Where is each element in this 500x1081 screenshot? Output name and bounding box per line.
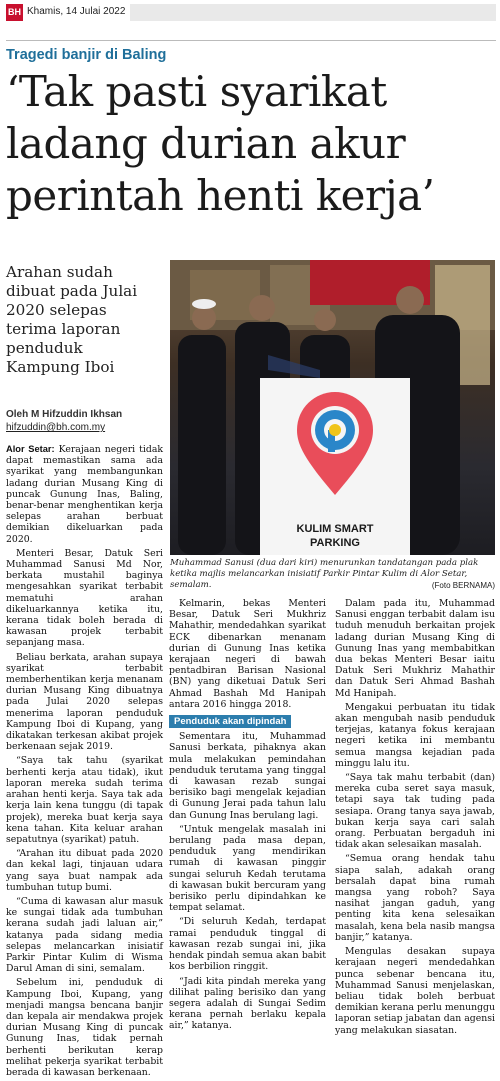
article-paragraph: [6, 848, 163, 893]
paragraph-text: Menteri Besar, Datuk Seri Muhammad Sanusi Md Nor, berkata mustahil baginya mengesahkan syarikat terbabit mematuhi arahan dikeluarkannya ketika itu, kerana tidak boleh berada di kawasan projek terbabit sepanjang masa.: [6, 547, 163, 649]
article-paragraph: [6, 755, 163, 845]
paragraph-text: “Untuk mengelak masalah ini berulang pada masa depan, penduduk yang mendirikan rumah di kawasan pinggir sungai seluruh Kedah terutama di kawasan bukit bercuram yang berisiko perlu dipindahkan ke tempat selamat.: [169, 823, 326, 914]
kicker: Tragedi banjir di Baling: [6, 47, 167, 63]
article-paragraph: [169, 916, 326, 972]
issue-date: Khamis, 14 Julai 2022: [27, 6, 126, 17]
crosshead: Penduduk akan dipindah: [169, 715, 291, 728]
kicker-divider: [6, 40, 496, 41]
paragraph-text: “Semua orang hendak tahu siapa salah, adakah orang bersalah dapat bina rumah mangsa yang roboh? Saya nasihat jangan gaduh, yang penting kita kena selesaikan masalah, kena bela nasib mangsa banjir,” katanya.: [335, 853, 495, 943]
article-paragraph: [335, 702, 495, 769]
article-column-1: [6, 444, 163, 1081]
headline: ‘Tak pasti syarikat ladang durian akur perintah henti kerja’: [6, 67, 435, 220]
caption-text: Muhammad Sanusi (dua dari kiri) menurunkan tandatangan pada plak ketika majlis melancarkan inisiatif Parkir Pintar Kulim di Alor Setar, semalam.: [170, 558, 479, 590]
photo-caption: [170, 558, 495, 591]
news-photo: [170, 260, 495, 555]
article-paragraph: [6, 548, 163, 649]
paragraph-text: “Arahan itu dibuat pada 2020 dan kekal lagi, tinjauan udara yang saya buat nampak ada tumbuhan tutup bumi.: [6, 848, 163, 893]
paragraph-text: “Jadi kita pindah mereka yang dilihat paling berisiko dan yang segera adalah di Sungai Sedim kerana pernah berlaku kepala air,” katanya.: [169, 975, 326, 1032]
paragraph-text: Kelmarin, bekas Menteri Besar, Datuk Seri Mukhriz Mahathir, mendedahkan syarikat ECK dibenarkan menanam durian di Gunung Inas ketika kerajaan negeri di bawah pentadbiran Barisan Nasional (BN) yang diketuai Datuk Seri Ahmad Bashah Md Hanipah antara 2016 hingga 2018.: [169, 598, 326, 710]
article-paragraph: [6, 444, 163, 545]
paragraph-text: Mengulas desakan supaya kerajaan negeri mendedahkan punca sebenar bencana itu, Muhammad Sanusi menjelaskan, beliau tidak boleh berbuat demikian kerana perlu menunggu laporan setiap jabatan dan agensi yang melakukan siasatan.: [335, 946, 495, 1036]
article-paragraph: [6, 896, 163, 974]
paragraph-text: Dalam pada itu, Muhammad Sanusi enggan terbabit dalam isu tuduh menuduh berkaitan projek ladang durian Musang King di Gunung Inas yang membabitkan dua bekas Menteri Besar iaitu Datuk Seri Mukhriz Mahathir dan Datuk Seri Ahmad Bashah Md Hanipah.: [335, 598, 495, 699]
article-paragraph: [335, 853, 495, 943]
header-stripe: [130, 4, 496, 21]
article-paragraph: [6, 652, 163, 753]
article-paragraph: [335, 772, 495, 850]
article-paragraph: [6, 977, 163, 1078]
paragraph-text: “Saya tak tahu (syarikat berhenti kerja atau tidak), ikut laporan mereka sudah terima arahan henti kerja. Saya tak ada kerja lain kena tunggu (di tapak projek), mereka buat kerja saya kena tahan. Kita keluar arahan sepatutnya (syarikat) patuh.: [6, 755, 163, 845]
article-paragraph: [335, 946, 495, 1036]
board-text-line2: PARKING: [310, 537, 360, 549]
paragraph-text: Mengakui perbuatan itu tidak akan mengubah nasib penduduk terjejas, katanya fokus kerajaan negeri ketika ini membantu semua mangsa kejadian pada minggu lalu itu.: [335, 701, 495, 769]
byline-email[interactable]: hifzuddin@bh.com.my: [6, 422, 106, 433]
paragraph-text: Sementara itu, Muhammad Sanusi berkata, pihaknya akan mula melakukan pemindahan penduduk terutama yang tinggal di kawasan rezab sungai berisiko bagi mengelak kejadian di Gunung Jerai pada tahun lalu dan Gunung Inas berulang lagi.: [169, 731, 326, 821]
article-paragraph: [335, 598, 495, 699]
bh-logo: BH: [6, 4, 23, 21]
byline-author: Oleh M Hifzuddin Ikhsan: [6, 409, 123, 420]
top-bar: [0, 0, 500, 26]
board-text-line1: KULIM SMART: [296, 523, 374, 535]
subheadline: Arahan sudah dibuat pada Julai 2020 selepas terima laporan penduduk Kampung Iboi: [6, 263, 138, 376]
dateline: Alor Setar:: [6, 444, 55, 454]
photo-credit: (Foto BERNAMA): [431, 581, 495, 590]
paragraph-text: Kerajaan negeri tidak dapat memastikan sama ada syarikat yang membangunkan ladang durian Musang King di puncak Gunung Inas, Baling, benar-benar menghentikan kerja selepas arahan berbuat demikian dikeluarkan pada 2020.: [6, 444, 164, 545]
paragraph-text: “Di seluruh Kedah, terdapat ramai penduduk tinggal di kawasan rezab sungai ini, jika hendak pindah semua akan babit kos berbilion ringgit.: [169, 916, 326, 973]
photo-illustration: [170, 260, 495, 555]
article-paragraph: [169, 824, 326, 914]
paragraph-text: “Cuma di kawasan alur masuk ke sungai tidak ada tumbuhan kerana sudah jadi laluan air,” katanya pada sidang media selepas melancarkan inisiatif Parkir Pintar Kulim di Wisma Darul Aman di sini, semalam.: [6, 895, 163, 975]
paragraph-text: Beliau berkata, arahan supaya syarikat terbabit memberhentikan kerja menanam durian Musang King dibuatnya pada Julai 2020 selepas menerima laporan penduduk Kampung Iboi di Kupang, yang dikatakan terkesan akibat projek berkenaan sejak 2019.: [6, 651, 163, 753]
article-paragraph: [169, 731, 326, 821]
article-column-2: [169, 598, 326, 1035]
paragraph-text: “Saya tak mahu terbabit (dan) mereka cuba seret saya masuk, tetapi saya tak tuding pada sesiapa. Orang tanya saya jawab, bukan kerja saya cari salah orang. Perbuatan bergaduh ini tidak akan selesaikan masalah.: [335, 772, 495, 851]
article-paragraph: [169, 976, 326, 1032]
paragraph-text: Sebelum ini, penduduk di Kampung Iboi, Kupang, yang menjadi mangsa bencana banjir dan kepala air mendakwa projek durian Musang King di puncak Gunung Inas, tidak pernah berhenti berikutan kerap melihat pekerja syarikat terbabit berada di kawasan berkenaan.: [6, 977, 163, 1078]
article-column-3: [335, 598, 495, 1039]
article-paragraph: [169, 598, 326, 710]
